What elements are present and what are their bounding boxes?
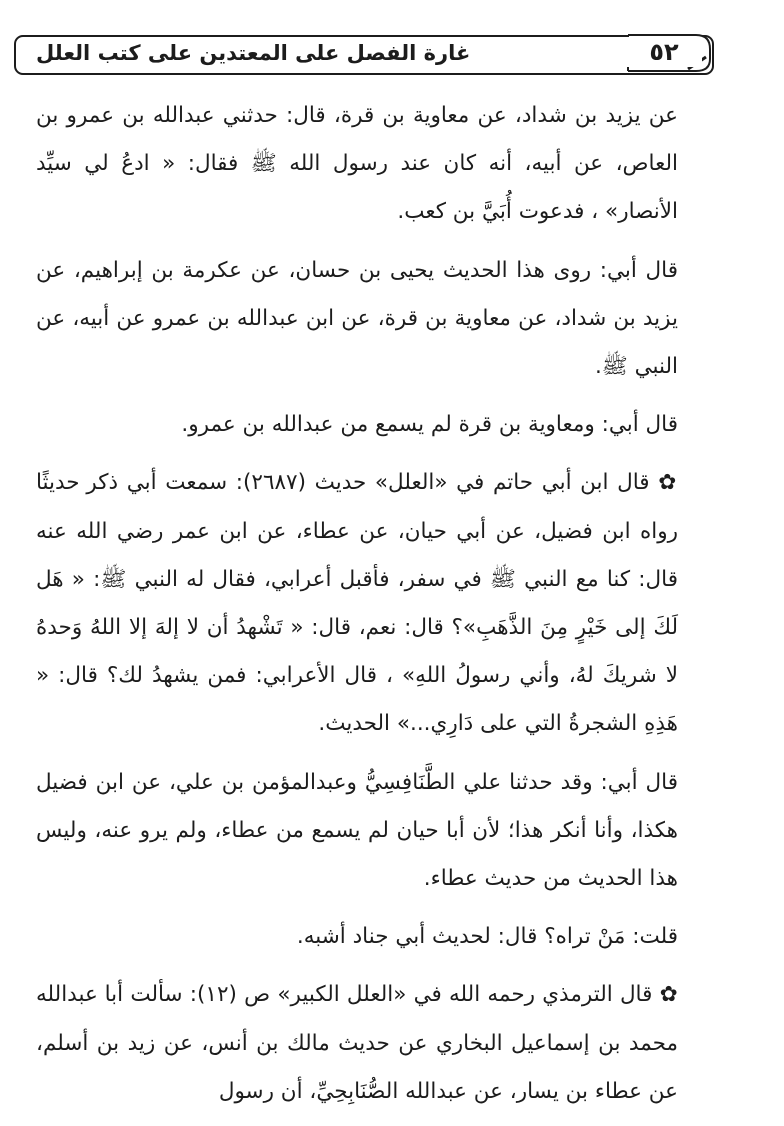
page-number-tab bbox=[626, 31, 712, 75]
paragraph-4 bbox=[36, 459, 678, 748]
text-line: ذكر حديثًا رواه ابن فضيل، عن أبي حيان، عن عطاء، عن ابن عمر bbox=[36, 470, 678, 544]
paragraph-7 bbox=[36, 971, 678, 1116]
text-line: إبراهيم، عن يزيد بن شداد، عن معاوية بن قرة، عن ابن عبدالله بن bbox=[36, 257, 678, 331]
paragraph-5 bbox=[36, 759, 678, 904]
text-line: لي سيِّد الأنصار» ، فدعوت أُبَيَّ بن كعب. bbox=[36, 151, 678, 225]
paragraph-3 bbox=[36, 401, 678, 449]
text-line: قال أبي: وقد حدثنا علي الطَّنَافِسِيُّ وعبدالمؤمن بن علي، عن ابن bbox=[95, 769, 678, 795]
text-line: عن يزيد بن شداد، عن معاوية بن قرة، قال: حدثني عبدالله بن bbox=[122, 103, 678, 128]
text-line: قال أبي: روى هذا الحديث يحيى بن حسان، عن عكرمة بن bbox=[151, 257, 678, 283]
text-line: فضيل هكذا، وأنا أنكر هذا؛ لأن أبا حيان لم يسمع من عطاء، ولم يرو bbox=[36, 769, 678, 843]
text-line: عمرو بن العاص، عن أبيه، أنه كان عند رسول الله ﷺ فقال: « ادعُ bbox=[36, 103, 678, 177]
paragraph-6 bbox=[36, 913, 678, 961]
text-line: ﷺ: « هَل لَكَ إلى خَيْرٍ مِنَ الذَّهَبِ»؟ قال: نعم، قال: « تَشْهدُ أن لا bbox=[36, 566, 679, 641]
text-line: قلت: مَنْ تراه؟ قال: لحديث أبي جناد أشبه. bbox=[296, 924, 678, 950]
text-line: عنه، وليس هذا الحديث من حديث عطاء. bbox=[36, 817, 678, 892]
paragraph-1 bbox=[36, 92, 678, 237]
book-title: غارة الفصل على المعتدين على كتب العلل bbox=[36, 41, 471, 65]
text-line: إلهَ إلا اللهُ وَحدهُ لا شريكَ لهُ، وأني رسولُ اللهِ» ، قال الأعرابي: فمن bbox=[36, 615, 678, 689]
text-line: عمرو عن أبيه، عن النبي ﷺ. bbox=[36, 305, 678, 380]
page-number: ٥٢ bbox=[626, 37, 702, 67]
text-line: قال أبي: ومعاوية بن قرة لم يسمع من عبدالله بن عمرو. bbox=[181, 412, 678, 438]
body-text bbox=[36, 92, 678, 1116]
text-line: ✿ قال الترمذي رحمه الله في «العلل الكبير» ص (١٢): سألت أبا bbox=[104, 982, 678, 1008]
text-line: رضي الله عنه قال: كنا مع النبي ﷺ في سفر، فأقبل أعرابي، فقال له النبي bbox=[36, 518, 678, 592]
text-line: يشهدُ لك؟ قال: « هَذِهِ الشجرةُ التي على دَارِي...» الحديث. bbox=[36, 663, 678, 737]
text-line: زيد بن أسلم، عن عطاء بن يسار، عن عبدالله الصُّنَابِحِيِّ، أن رسول bbox=[36, 1030, 678, 1104]
running-header bbox=[14, 35, 712, 73]
text-line: ✿ قال ابن أبي حاتم في «العلل» حديث (٢٦٨٧): سمعت أبي bbox=[126, 470, 678, 496]
text-line: عبدالله محمد بن إسماعيل البخاري عن حديث مالك بن أنس، عن bbox=[36, 982, 678, 1056]
paragraph-2 bbox=[36, 247, 678, 392]
